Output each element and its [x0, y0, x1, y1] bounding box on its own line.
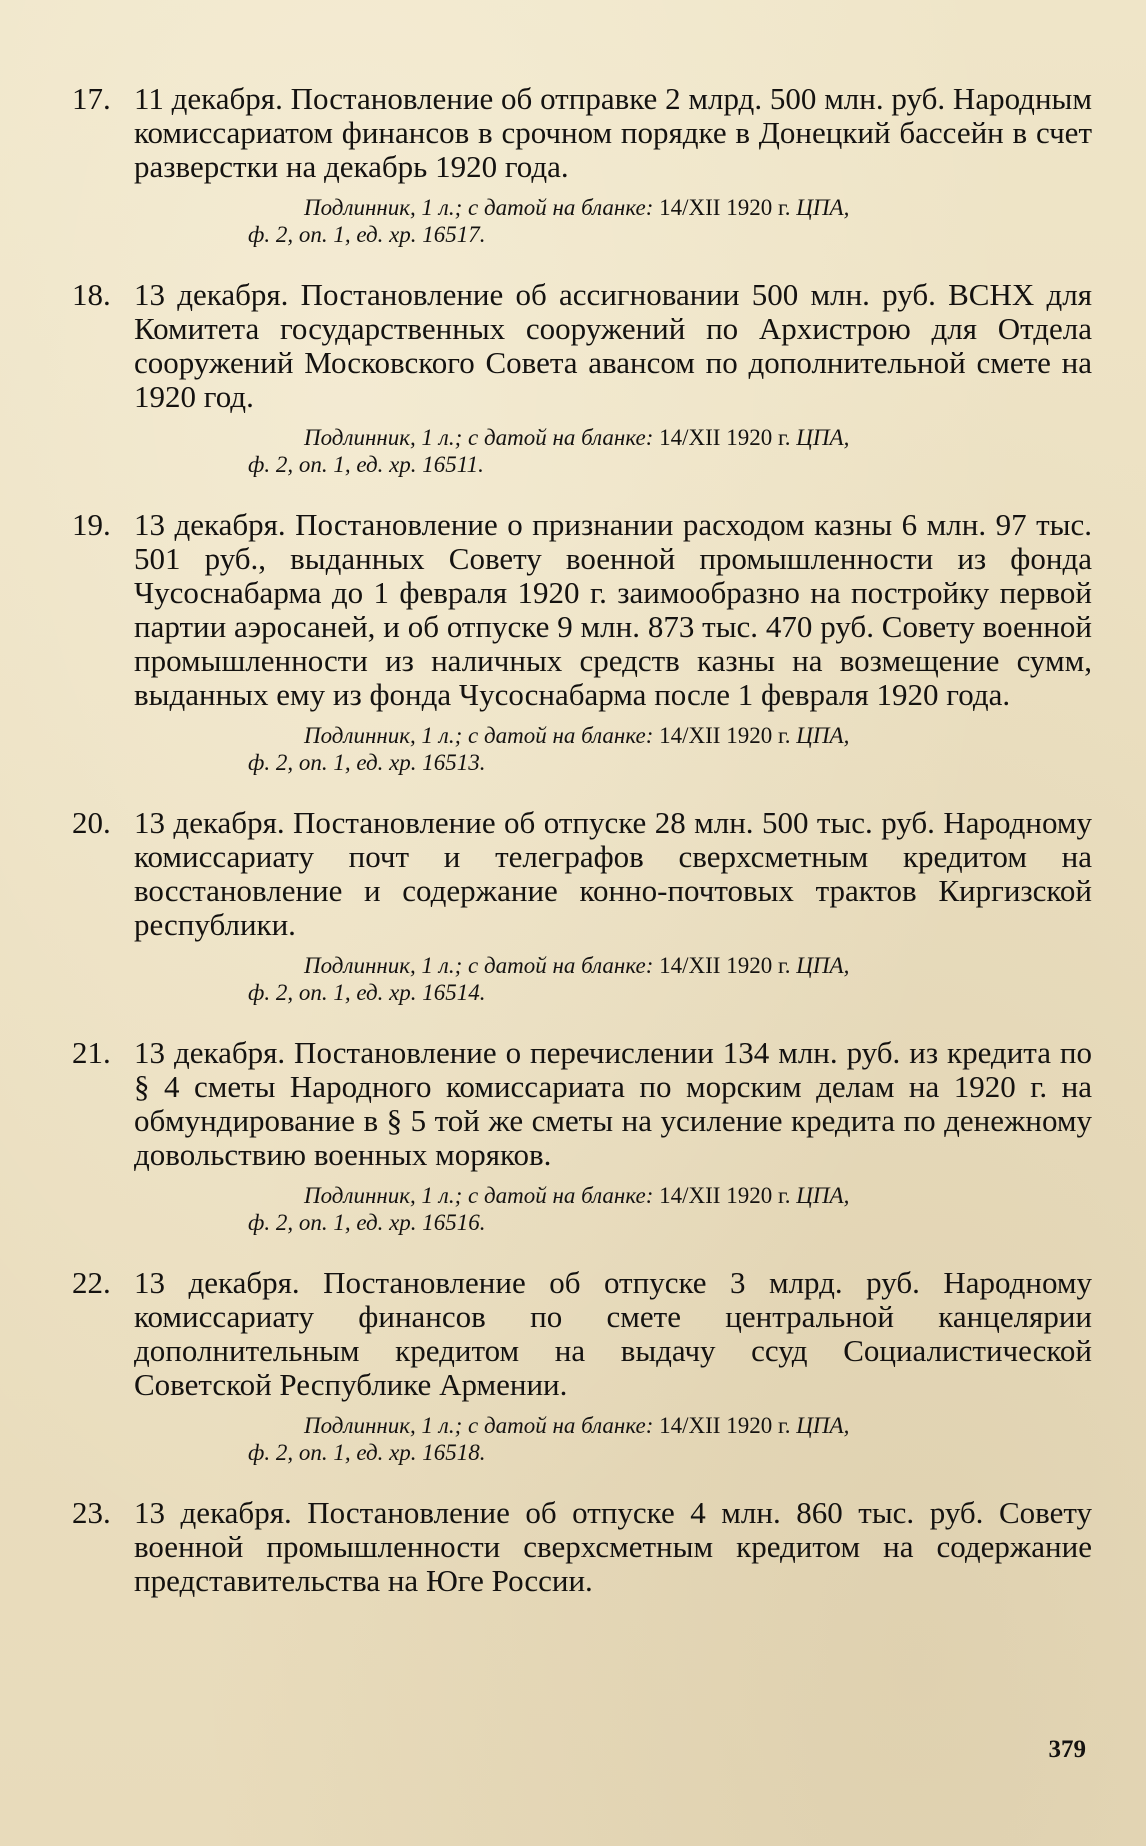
entry-text: 13 декабря. Постановление об ассигновании 500 млн. руб. ВСНХ для Комитета государственных сооружений по Архистрою для Отдела сооружений Московского Совета авансом по дополнительной смете на 1920 год. — [134, 277, 1092, 414]
source-date: 14/XII 1920 г. — [659, 723, 791, 748]
source-reference: ф. 2, оп. 1, ед. хр. 16518. — [248, 1440, 486, 1465]
source-label: Подлинник, 1 л.; с датой на бланке: — [304, 425, 654, 450]
entry-17 — [72, 82, 1092, 248]
page-number: 379 — [1048, 1736, 1086, 1763]
entry-text: 13 декабря. Постановление об отпуске 4 млн. 860 тыс. руб. Совету военной промышленности сверхсметным кредитом на содержание представительства на Юге России. — [134, 1495, 1092, 1598]
source-reference: ф. 2, оп. 1, ед. хр. 16511. — [248, 452, 484, 477]
source-archive: ЦПА, — [796, 1413, 850, 1438]
source-date: 14/XII 1920 г. — [659, 1183, 791, 1208]
entry-number: 19. — [72, 507, 111, 542]
source-reference: ф. 2, оп. 1, ед. хр. 16514. — [248, 980, 486, 1005]
source-date: 14/XII 1920 г. — [659, 425, 791, 450]
entry-21 — [72, 1036, 1092, 1236]
source-note — [134, 194, 1092, 248]
entry-20 — [72, 806, 1092, 1006]
source-reference: ф. 2, оп. 1, ед. хр. 16516. — [248, 1210, 486, 1235]
entry-number: 20. — [72, 805, 111, 840]
source-date: 14/XII 1920 г. — [659, 1413, 791, 1438]
entry-text: 13 декабря. Постановление об отпуске 28 млн. 500 тыс. руб. Народному комиссариату почт и телеграфов сверхсметным кредитом на восстановление и содержание конно-почтовых трактов Киргизской республики. — [134, 805, 1092, 942]
source-note — [134, 1182, 1092, 1236]
source-label: Подлинник, 1 л.; с датой на бланке: — [304, 1183, 654, 1208]
source-label: Подлинник, 1 л.; с датой на бланке: — [304, 953, 654, 978]
source-archive: ЦПА, — [796, 1183, 850, 1208]
source-note — [134, 952, 1092, 1006]
source-note — [134, 424, 1092, 478]
entry-19 — [72, 508, 1092, 776]
entry-text: 11 декабря. Постановление об отправке 2 млрд. 500 млн. руб. Народным комиссариатом финансов в срочном порядке в Донецкий бассейн в счет разверстки на декабрь 1920 года. — [134, 81, 1092, 184]
entry-text: 13 декабря. Постановление об отпуске 3 млрд. руб. Народному комиссариату финансов по смете центральной канцелярии дополнительным кредитом на выдачу ссуд Социалистической Советской Республике Армении. — [134, 1265, 1092, 1402]
source-archive: ЦПА, — [796, 953, 850, 978]
entry-number: 21. — [72, 1035, 111, 1070]
source-note — [134, 1412, 1092, 1466]
entry-number: 22. — [72, 1265, 111, 1300]
entry-text: 13 декабря. Постановление о признании расходом казны 6 млн. 97 тыс. 501 руб., выданных Совету военной промышленности из фонда Чусоснабарма до 1 февраля 1920 г. заимообразно на постройку первой партии аэросаней, и об отпуске 9 млн. 873 тыс. 470 руб. Совету военной промышленности из наличных средств казны на возмещение сумм, выданных ему из фонда Чусоснабарма после 1 февраля 1920 года. — [134, 507, 1092, 712]
source-date: 14/XII 1920 г. — [659, 953, 791, 978]
source-label: Подлинник, 1 л.; с датой на бланке: — [304, 195, 654, 220]
entry-text: 13 декабря. Постановление о перечислении 134 млн. руб. из кредита по § 4 сметы Народного комиссариата по морским делам на 1920 г. на обмундирование в § 5 той же сметы на усиление кредита по денежному довольствию военных моряков. — [134, 1035, 1092, 1172]
entry-number: 17. — [72, 81, 111, 116]
entry-22 — [72, 1266, 1092, 1466]
source-reference: ф. 2, оп. 1, ед. хр. 16517. — [248, 222, 486, 247]
entry-number: 18. — [72, 277, 111, 312]
source-note — [134, 722, 1092, 776]
document-entries — [72, 82, 1092, 1628]
source-label: Подлинник, 1 л.; с датой на бланке: — [304, 723, 654, 748]
source-archive: ЦПА, — [796, 723, 850, 748]
source-archive: ЦПА, — [796, 425, 850, 450]
entry-18 — [72, 278, 1092, 478]
source-label: Подлинник, 1 л.; с датой на бланке: — [304, 1413, 654, 1438]
source-reference: ф. 2, оп. 1, ед. хр. 16513. — [248, 750, 486, 775]
entry-23 — [72, 1496, 1092, 1598]
entry-number: 23. — [72, 1495, 111, 1530]
source-archive: ЦПА, — [796, 195, 850, 220]
source-date: 14/XII 1920 г. — [659, 195, 791, 220]
